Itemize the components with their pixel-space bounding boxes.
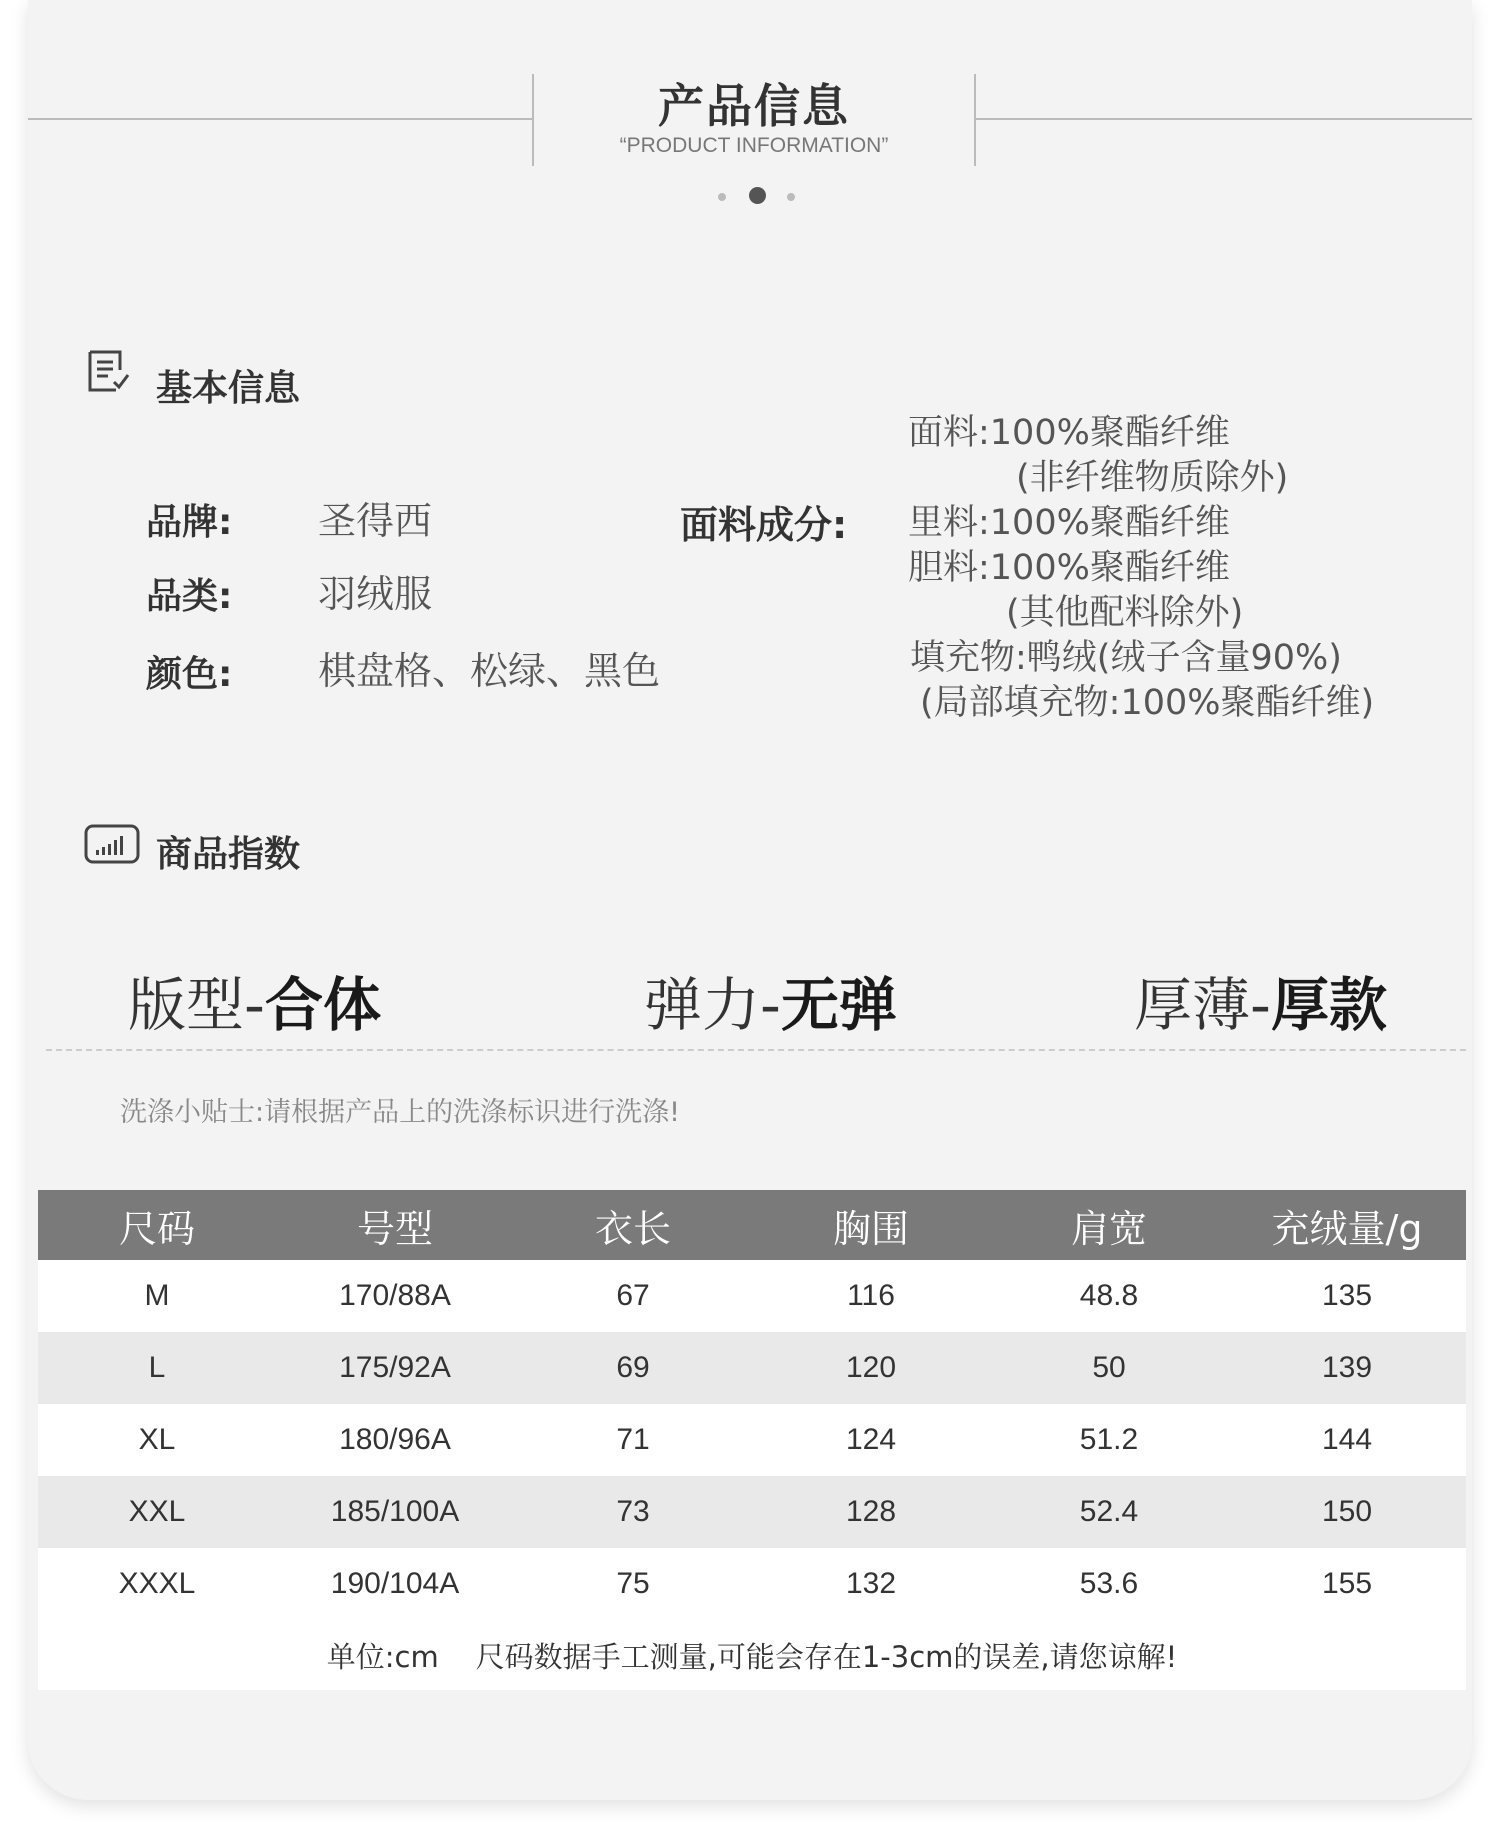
- table-cell: 75: [616, 1567, 650, 1600]
- column-header: 胸围: [832, 1206, 909, 1251]
- document-check-icon: [86, 348, 132, 396]
- category-label: 品类:: [146, 576, 233, 617]
- table-cell: L: [148, 1351, 166, 1384]
- table-row: [38, 1548, 1466, 1620]
- table-cell: 139: [1321, 1351, 1373, 1384]
- table-cell: 170/88A: [339, 1279, 451, 1312]
- table-row: [38, 1260, 1466, 1332]
- page-subtitle: “PRODUCT INFORMATION”: [619, 134, 889, 157]
- table-cell: 185/100A: [330, 1495, 460, 1528]
- table-cell: 155: [1321, 1567, 1373, 1600]
- measurement-note: 单位:cm 尺码数据手工测量,可能会存在1-3cm的误差,请您谅解!: [38, 1620, 1466, 1690]
- table-cell: 53.6: [1079, 1567, 1139, 1600]
- fabric-line: 填充物:鸭绒(绒子含量90%): [910, 638, 1342, 678]
- table-cell: 180/96A: [339, 1423, 451, 1456]
- dashed-divider: [46, 1049, 1466, 1051]
- table-cell: 124: [845, 1423, 897, 1456]
- column-header: 尺码: [118, 1206, 195, 1251]
- thickness-prefix: 厚薄-: [1134, 971, 1271, 1039]
- color-value: 棋盘格、松绿、黑色: [318, 649, 661, 693]
- fabric-line: (局部填充物:100%聚酯纤维): [920, 683, 1375, 723]
- table-cell: 120: [845, 1351, 897, 1384]
- header-rule-right: [976, 118, 1472, 120]
- fabric-line: 里料:100%聚酯纤维: [908, 503, 1230, 543]
- pager-dot: [787, 193, 795, 201]
- size-table: [38, 1190, 1466, 1690]
- table-header: [38, 1190, 1466, 1260]
- table-cell: 132: [845, 1567, 897, 1600]
- fabric-line: 胆料:100%聚酯纤维: [908, 548, 1230, 588]
- section-title-index: 商品指数: [156, 834, 301, 875]
- table-cell: M: [144, 1279, 170, 1312]
- table-cell: 73: [616, 1495, 650, 1528]
- table-cell: XXL: [128, 1495, 186, 1528]
- table-cell: XXXL: [118, 1567, 196, 1600]
- elastic-value: 无弹: [780, 971, 897, 1039]
- fit-prefix: 版型-: [128, 971, 265, 1039]
- fabric-line: (非纤维物质除外): [1016, 458, 1289, 498]
- table-cell: 69: [616, 1351, 650, 1384]
- table-cell: 144: [1321, 1423, 1373, 1456]
- column-header: 衣长: [594, 1206, 671, 1251]
- fit-index: [128, 958, 381, 1042]
- table-cell: 51.2: [1079, 1423, 1139, 1456]
- column-header: 充绒量/g: [1271, 1206, 1423, 1251]
- table-cell: 116: [847, 1279, 895, 1312]
- table-cell: 50: [1092, 1351, 1126, 1384]
- color-label: 颜色:: [146, 654, 233, 695]
- fit-value: 合体: [264, 971, 381, 1039]
- table-cell: 150: [1321, 1495, 1373, 1528]
- table-row: [38, 1332, 1466, 1404]
- pager-dot-active: [749, 187, 766, 204]
- column-header: 号型: [356, 1206, 433, 1251]
- table-cell: 52.4: [1079, 1495, 1139, 1528]
- thickness-value: 厚款: [1270, 971, 1387, 1039]
- table-cell: 175/92A: [339, 1351, 451, 1384]
- pager-dot: [718, 193, 726, 201]
- wash-tip: 洗涤小贴士:请根据产品上的洗涤标识进行洗涤!: [120, 1097, 680, 1128]
- elastic-prefix: 弹力-: [644, 971, 781, 1039]
- fabric-label: 面料成分:: [680, 503, 848, 547]
- column-header: 肩宽: [1070, 1206, 1147, 1251]
- section-title-basic: 基本信息: [156, 368, 301, 409]
- signal-bars-icon: [84, 824, 140, 866]
- brand-value: 圣得西: [318, 499, 433, 543]
- table-row: [38, 1404, 1466, 1476]
- table-cell: 128: [845, 1495, 897, 1528]
- table-row: [38, 1476, 1466, 1548]
- thickness-index: [1134, 958, 1387, 1042]
- table-cell: 67: [616, 1279, 650, 1312]
- header-divider-right: [974, 74, 976, 166]
- page-title: 产品信息: [658, 79, 850, 133]
- table-cell: 135: [1321, 1279, 1373, 1312]
- header-rule-left: [28, 118, 534, 120]
- fabric-line: (其他配料除外): [1006, 593, 1244, 633]
- table-cell: XL: [138, 1423, 176, 1456]
- table-cell: 71: [616, 1423, 650, 1456]
- elastic-index: [644, 958, 897, 1042]
- fabric-line: 面料:100%聚酯纤维: [908, 413, 1230, 453]
- category-value: 羽绒服: [318, 572, 433, 616]
- brand-label: 品牌:: [146, 502, 233, 543]
- table-cell: 48.8: [1079, 1279, 1139, 1312]
- table-cell: 190/104A: [330, 1567, 460, 1600]
